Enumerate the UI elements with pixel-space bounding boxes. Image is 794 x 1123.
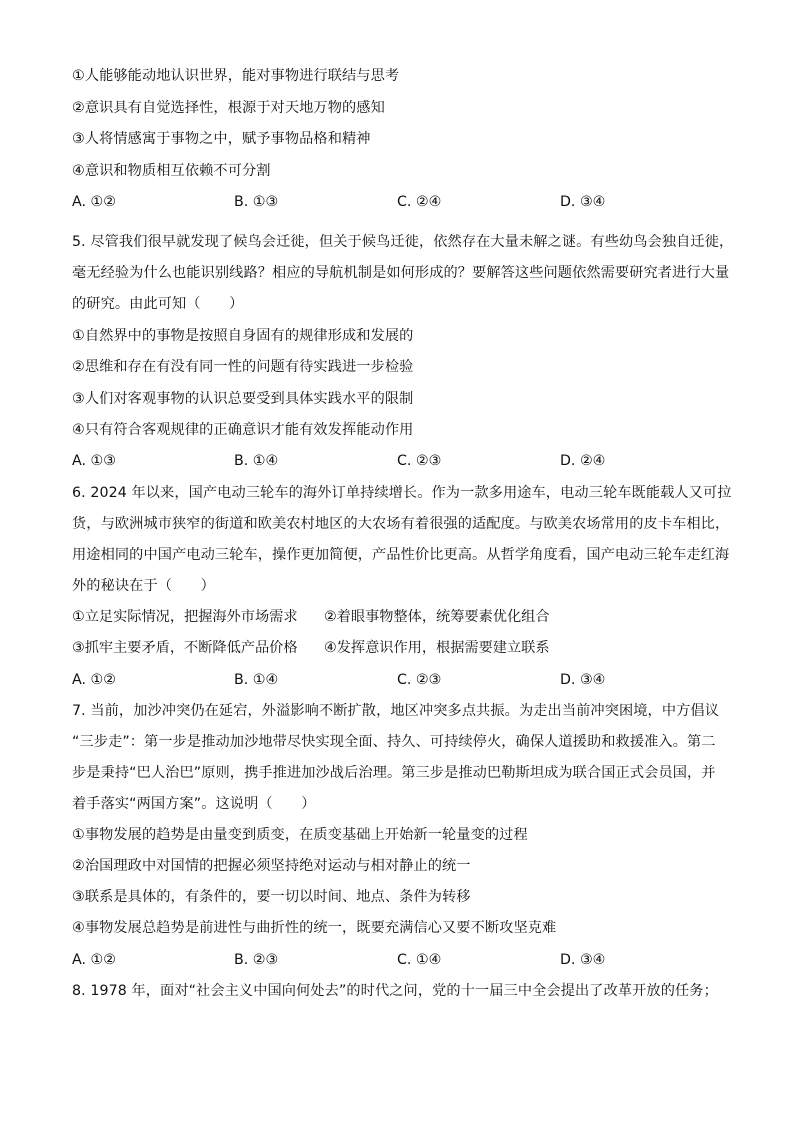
answer-options [72, 671, 722, 689]
option-b: B. ②③ [234, 952, 279, 968]
statement-2: ②思维和存在有没有同一性的问题有待实践进一步检验 [72, 359, 414, 375]
statement-4: ④意识和物质相互依赖不可分割 [72, 163, 271, 179]
question-stem-line: 着手落实“两国方案”。这说明（ ） [72, 796, 316, 812]
option-c: C. ②④ [397, 194, 442, 210]
question-stem-line: 的研究。由此可知（ ） [72, 296, 244, 312]
option-a: A. ①② [72, 672, 116, 688]
answer-options [72, 452, 722, 470]
statement-2: ②着眼事物整体，统筹要素优化组合 [324, 609, 550, 625]
option-d: D. ②④ [560, 453, 606, 469]
option-d: D. ③④ [560, 194, 606, 210]
option-b: B. ①③ [234, 194, 279, 210]
option-b: B. ①④ [234, 453, 279, 469]
statement-4: ④只有符合客观规律的正确意识才能有效发挥能动作用 [72, 422, 414, 438]
question-stem-line: “三步走”：第一步是推动加沙地带尽快实现全面、持久、可持续停火，确保人道援助和救援准入。第二 [72, 734, 716, 750]
question-stem-line: 8. 1978 年，面对“社会主义中国向何处去”的时代之问，党的十一届三中全会提出了改革开放的任务； [72, 983, 718, 999]
question-stem-line: 外的秘诀在于（ ） [72, 578, 215, 594]
option-b: B. ①④ [234, 672, 279, 688]
question-stem-line: 步是秉持“巴人治巴”原则，携手推进加沙战后治理。第三步是推动巴勒斯坦成为联合国正式会员国，并 [72, 765, 716, 781]
question-stem-line: 毫无经验为什么也能识别线路？相应的导航机制是如何形成的？要解答这些问题依然需要研究者进行大量 [72, 265, 730, 281]
statement-pair [72, 608, 722, 626]
option-a: A. ①③ [72, 453, 116, 469]
option-a: A. ①② [72, 194, 116, 210]
statement-3: ③抓牢主要矛盾，不断降低产品价格 [72, 640, 298, 656]
statement-2: ②治国理政中对国情的把握必须坚持绝对运动与相对静止的统一 [72, 858, 471, 874]
question-stem-line: 7. 当前，加沙冲突仍在延宕，外溢影响不断扩散，地区冲突多点共振。为走出当前冲突困境，中方倡议 [72, 703, 719, 719]
option-d: D. ③④ [560, 672, 606, 688]
statement-4: ④事物发展总趋势是前进性与曲折性的统一，既要充满信心又要不断攻坚克难 [72, 920, 557, 936]
statement-1: ①人能够能动地认识世界，能对事物进行联结与思考 [72, 68, 400, 84]
statement-pair [72, 639, 722, 657]
statement-4: ④发挥意识作用，根据需要建立联系 [324, 640, 550, 656]
statement-1: ①自然界中的事物是按照自身固有的规律形成和发展的 [72, 328, 414, 344]
statement-1: ①立足实际情况，把握海外市场需求 [72, 609, 298, 625]
answer-options [72, 951, 722, 969]
question-stem-line: 用途相同的中国产电动三轮车，操作更加简便，产品性价比更高。从哲学角度看，国产电动三轮车走红海 [72, 547, 730, 563]
statement-3: ③人们对客观事物的认识总要受到具体实践水平的限制 [72, 391, 414, 407]
question-stem-line: 5. 尽管我们很早就发现了候鸟会迁徙，但关于候鸟迁徙，依然存在大量未解之谜。有些幼鸟会独自迁徙， [72, 234, 734, 250]
answer-options [72, 193, 722, 211]
statement-2: ②意识具有自觉选择性，根源于对天地万物的感知 [72, 100, 385, 116]
option-c: C. ②③ [397, 672, 442, 688]
statement-3: ③人将情感寓于事物之中，赋予事物品格和精神 [72, 131, 371, 147]
option-c: C. ②③ [397, 453, 442, 469]
statement-3: ③联系是具体的，有条件的，要一切以时间、地点、条件为转移 [72, 889, 471, 905]
statement-1: ①事物发展的趋势是由量变到质变，在质变基础上开始新一轮量变的过程 [72, 827, 528, 843]
option-a: A. ①② [72, 952, 116, 968]
question-stem-line: 6. 2024 年以来，国产电动三轮车的海外订单持续增长。作为一款多用途车，电动三轮车既能载人又可拉 [72, 485, 732, 501]
question-stem-line: 货，与欧洲城市狭窄的街道和欧美农村地区的大农场有着很强的适配度。与欧美农场常用的皮卡车相比， [72, 516, 730, 532]
option-c: C. ①④ [397, 952, 442, 968]
option-d: D. ③④ [560, 952, 606, 968]
